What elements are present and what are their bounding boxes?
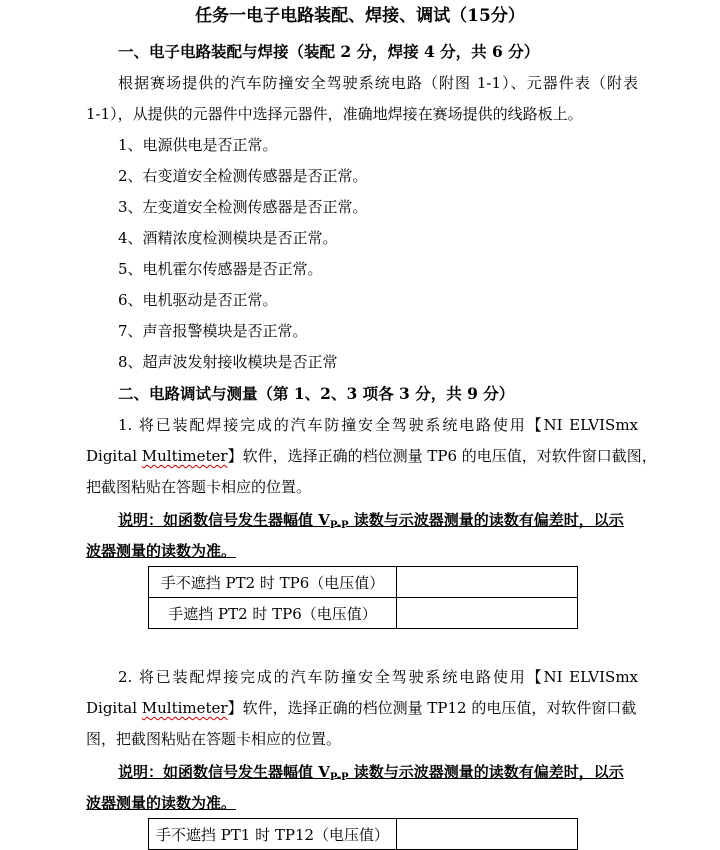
- section2-heading: 二、电路调试与测量（第 1、2、3 项各 3 分，共 9 分）: [118, 384, 515, 403]
- check-item-4: 4、酒精浓度检测模块是否正常。: [118, 229, 338, 247]
- q2-line2-prefix: Digital: [86, 699, 142, 717]
- q2-note-subscript: P-P: [329, 772, 349, 783]
- q1-answer-table: [148, 566, 578, 629]
- check-item-3: 3、左变道安全检测传感器是否正常。: [118, 198, 368, 216]
- q2-line1: 2. 将已装配焊接完成的汽车防撞安全驾驶系统电路使用【NI ELVISmx: [118, 668, 638, 686]
- q1-note-prefix: 说明：如函数信号发生器幅值 V: [118, 511, 330, 529]
- page-title: 任务一电子电路装配、焊接、调试（15分）: [195, 6, 525, 26]
- q1-line3: 把截图粘贴在答题卡相应的位置。: [86, 478, 312, 496]
- q1-line2-suffix: 】软件，选择正确的档位测量 TP6 的电压值，对软件窗口截图，: [227, 447, 657, 465]
- q1-line2: [86, 446, 657, 466]
- section1-heading: 一、电子电路装配与焊接（装配 2 分，焊接 4 分，共 6 分）: [118, 42, 540, 61]
- q2-software-name: Multimeter: [141, 699, 228, 717]
- check-item-8: 8、超声波发射接收模块是否正常: [118, 353, 338, 371]
- q1-note-suffix: 读数与示波器测量的读数有偏差时，以示: [348, 511, 624, 529]
- check-item-1: 1、电源供电是否正常。: [118, 136, 278, 154]
- q1-note-line2: 波器测量的读数为准。: [86, 542, 237, 560]
- q2-note-prefix: 说明：如函数信号发生器幅值 V: [118, 763, 330, 781]
- check-item-6: 6、电机驱动是否正常。: [118, 291, 278, 309]
- q1-software-name: Multimeter: [141, 447, 228, 465]
- section1-paragraph-line1: 根据赛场提供的汽车防撞安全驾驶系统电路（附图 1-1）、元器件表（附表: [118, 74, 638, 92]
- check-item-2: 2、右变道安全检测传感器是否正常。: [118, 167, 368, 185]
- q2-row1-label: 手不遮挡 PT1 时 TP12（电压值）: [149, 819, 397, 850]
- q1-row2-label: 手遮挡 PT2 时 TP6（电压值）: [149, 598, 397, 629]
- q2-row1-value-cell[interactable]: [397, 819, 578, 850]
- q2-line2: [86, 698, 636, 718]
- check-item-7: 7、声音报警模块是否正常。: [118, 322, 308, 340]
- table-row: [149, 598, 578, 629]
- table-row: [149, 567, 578, 598]
- table-row: [149, 819, 578, 850]
- q1-note-subscript: P-P: [329, 520, 349, 531]
- q2-line2-suffix: 】软件，选择正确的档位测量 TP12 的电压值，对软件窗口截: [227, 699, 637, 717]
- q1-note-line1: [118, 510, 624, 536]
- q1-row1-label: 手不遮挡 PT2 时 TP6（电压值）: [149, 567, 397, 598]
- q1-line2-prefix: Digital: [86, 447, 142, 465]
- q1-line1: 1. 将已装配焊接完成的汽车防撞安全驾驶系统电路使用【NI ELVISmx: [118, 416, 638, 434]
- q2-note-line2: 波器测量的读数为准。: [86, 794, 237, 812]
- q1-row1-value-cell[interactable]: [397, 567, 578, 598]
- q2-line3: 图，把截图粘贴在答题卡相应的位置。: [86, 730, 342, 748]
- check-item-5: 5、电机霍尔传感器是否正常。: [118, 260, 323, 278]
- q1-row2-value-cell[interactable]: [397, 598, 578, 629]
- q2-answer-table: [148, 818, 578, 850]
- q2-note-suffix: 读数与示波器测量的读数有偏差时，以示: [348, 763, 624, 781]
- q2-note-line1: [118, 762, 624, 788]
- section1-paragraph-line2: 1-1），从提供的元器件中选择元器件，准确地焊接在赛场提供的线路板上。: [86, 105, 583, 123]
